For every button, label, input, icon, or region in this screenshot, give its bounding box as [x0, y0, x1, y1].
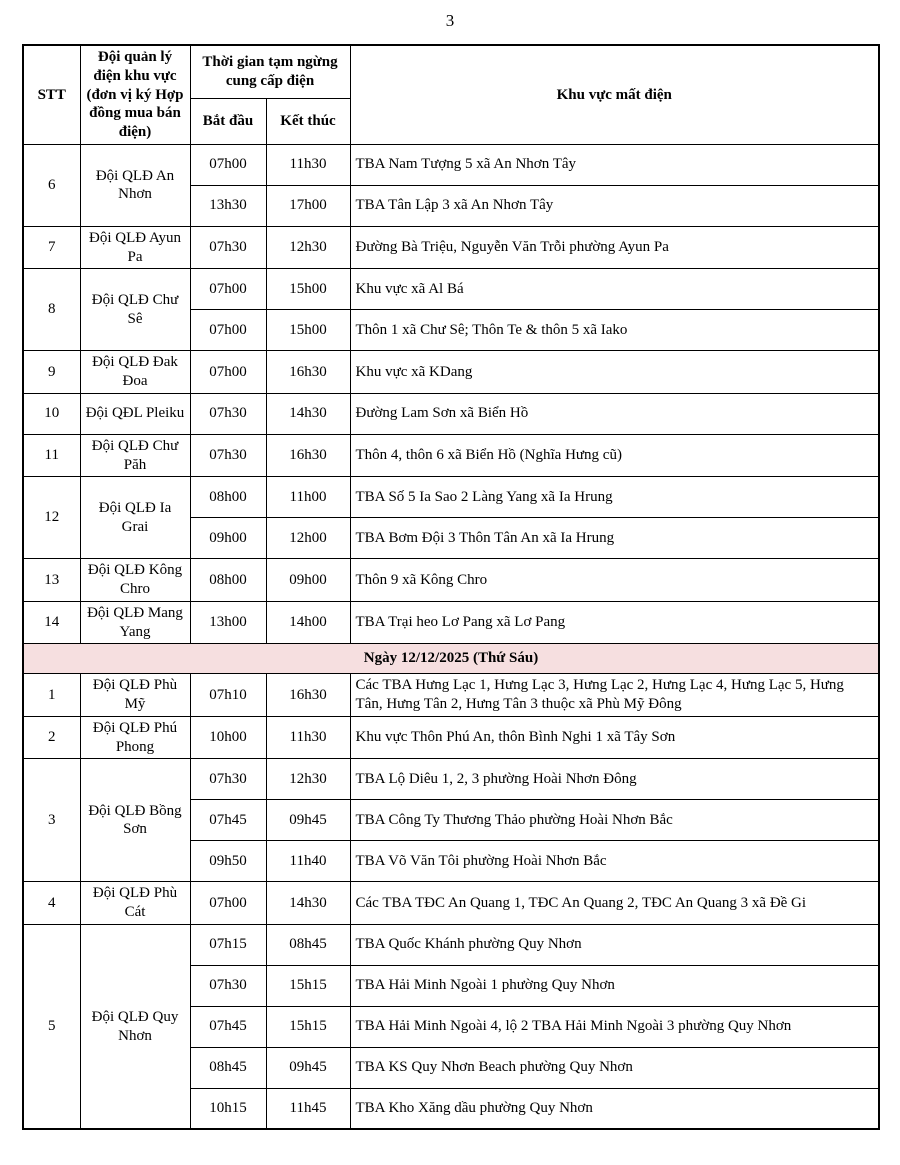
stt-cell: 2 — [23, 716, 80, 759]
stt-cell: 3 — [23, 759, 80, 882]
team-cell: Đội QLĐ Chư Păh — [80, 434, 190, 477]
start-time-cell: 07h00 — [190, 351, 266, 394]
start-time-cell: 08h00 — [190, 559, 266, 602]
start-time-cell: 07h15 — [190, 924, 266, 965]
end-time-cell: 08h45 — [266, 924, 350, 965]
header-team: Đội quản lý điện khu vực (đơn vị ký Hợp đồng mua bán điện) — [80, 45, 190, 144]
table-row — [23, 269, 879, 310]
stt-cell: 10 — [23, 393, 80, 434]
area-cell: Các TBA TĐC An Quang 1, TĐC An Quang 2, TĐC An Quang 3 xã Đề Gi — [350, 882, 879, 925]
area-cell: Khu vực xã Al Bá — [350, 269, 879, 310]
end-time-cell: 16h30 — [266, 674, 350, 717]
area-cell: Thôn 1 xã Chư Sê; Thôn Te & thôn 5 xã Iako — [350, 310, 879, 351]
team-cell: Đội QLĐ Đak Đoa — [80, 351, 190, 394]
table-row — [23, 924, 879, 965]
page-number: 3 — [445, 11, 455, 30]
header-time-group: Thời gian tạm ngừng cung cấp điện — [190, 45, 350, 98]
team-cell: Đội QLĐ Mang Yang — [80, 601, 190, 644]
start-time-cell: 07h00 — [190, 310, 266, 351]
table-row — [23, 559, 879, 602]
end-time-cell: 09h45 — [266, 1047, 350, 1088]
start-time-cell: 09h00 — [190, 518, 266, 559]
start-time-cell: 08h45 — [190, 1047, 266, 1088]
area-cell: TBA Quốc Khánh phường Quy Nhơn — [350, 924, 879, 965]
date-header-row — [23, 644, 879, 674]
area-cell: Các TBA Hưng Lạc 1, Hưng Lạc 3, Hưng Lạc 2, Hưng Lạc 4, Hưng Lạc 5, Hưng Tân, Hưng Tân 2, Hưng Tân 3 thuộc xã Phù Mỹ Đông — [350, 674, 879, 717]
end-time-cell: 14h30 — [266, 393, 350, 434]
stt-cell: 9 — [23, 351, 80, 394]
stt-cell: 1 — [23, 674, 80, 717]
outage-schedule-table — [22, 44, 880, 1130]
table-row — [23, 351, 879, 394]
area-cell: TBA Võ Văn Tôi phường Hoài Nhơn Bắc — [350, 841, 879, 882]
table-row — [23, 674, 879, 717]
start-time-cell: 13h00 — [190, 601, 266, 644]
start-time-cell: 07h45 — [190, 1006, 266, 1047]
area-cell: TBA Hải Minh Ngoài 1 phường Quy Nhơn — [350, 965, 879, 1006]
start-time-cell: 07h00 — [190, 882, 266, 925]
end-time-cell: 15h15 — [266, 1006, 350, 1047]
start-time-cell: 10h15 — [190, 1088, 266, 1129]
header-start-time: Bắt đầu — [190, 98, 266, 144]
area-cell: Thôn 9 xã Kông Chro — [350, 559, 879, 602]
team-cell: Đội QLĐ Quy Nhơn — [80, 924, 190, 1129]
end-time-cell: 16h30 — [266, 351, 350, 394]
stt-cell: 4 — [23, 882, 80, 925]
end-time-cell: 15h00 — [266, 310, 350, 351]
end-time-cell: 17h00 — [266, 185, 350, 226]
area-cell: TBA KS Quy Nhơn Beach phường Quy Nhơn — [350, 1047, 879, 1088]
end-time-cell: 11h45 — [266, 1088, 350, 1129]
team-cell: Đội QĐL Pleiku — [80, 393, 190, 434]
end-time-cell: 11h00 — [266, 477, 350, 518]
date-header-cell: Ngày 12/12/2025 (Thứ Sáu) — [23, 644, 879, 674]
area-cell: Thôn 4, thôn 6 xã Biển Hồ (Nghĩa Hưng cũ) — [350, 434, 879, 477]
start-time-cell: 07h30 — [190, 226, 266, 269]
end-time-cell: 15h00 — [266, 269, 350, 310]
start-time-cell: 10h00 — [190, 716, 266, 759]
start-time-cell: 07h30 — [190, 393, 266, 434]
header-end-time: Kết thúc — [266, 98, 350, 144]
start-time-cell: 07h10 — [190, 674, 266, 717]
table-row — [23, 601, 879, 644]
start-time-cell: 09h50 — [190, 841, 266, 882]
area-cell: TBA Công Ty Thương Thảo phường Hoài Nhơn Bắc — [350, 800, 879, 841]
start-time-cell: 13h30 — [190, 185, 266, 226]
stt-cell: 11 — [23, 434, 80, 477]
team-cell: Đội QLĐ Chư Sê — [80, 269, 190, 351]
end-time-cell: 12h00 — [266, 518, 350, 559]
team-cell: Đội QLĐ Phù Mỹ — [80, 674, 190, 717]
team-cell: Đội QLĐ Ia Grai — [80, 477, 190, 559]
table-row — [23, 759, 879, 800]
header-stt: STT — [23, 45, 80, 144]
team-cell: Đội QLĐ Kông Chro — [80, 559, 190, 602]
area-cell: Khu vực xã KDang — [350, 351, 879, 394]
area-cell: TBA Tân Lập 3 xã An Nhơn Tây — [350, 185, 879, 226]
team-cell: Đội QLĐ Bồng Sơn — [80, 759, 190, 882]
table-row — [23, 716, 879, 759]
area-cell: TBA Lộ Diêu 1, 2, 3 phường Hoài Nhơn Đông — [350, 759, 879, 800]
end-time-cell: 12h30 — [266, 759, 350, 800]
area-cell: Đường Bà Triệu, Nguyễn Văn Trỗi phường Ayun Pa — [350, 226, 879, 269]
end-time-cell: 14h30 — [266, 882, 350, 925]
stt-cell: 12 — [23, 477, 80, 559]
table-row — [23, 226, 879, 269]
start-time-cell: 07h30 — [190, 759, 266, 800]
start-time-cell: 07h30 — [190, 434, 266, 477]
area-cell: TBA Số 5 Ia Sao 2 Làng Yang xã Ia Hrung — [350, 477, 879, 518]
stt-cell: 13 — [23, 559, 80, 602]
end-time-cell: 09h45 — [266, 800, 350, 841]
start-time-cell: 07h00 — [190, 144, 266, 185]
area-cell: TBA Bơm Đội 3 Thôn Tân An xã Ia Hrung — [350, 518, 879, 559]
area-cell: TBA Nam Tượng 5 xã An Nhơn Tây — [350, 144, 879, 185]
team-cell: Đội QLĐ An Nhơn — [80, 144, 190, 226]
table-row — [23, 882, 879, 925]
area-cell: Khu vực Thôn Phú An, thôn Bình Nghi 1 xã Tây Sơn — [350, 716, 879, 759]
end-time-cell: 12h30 — [266, 226, 350, 269]
stt-cell: 6 — [23, 144, 80, 226]
header-area: Khu vực mất điện — [350, 45, 879, 144]
stt-cell: 7 — [23, 226, 80, 269]
team-cell: Đội QLĐ Ayun Pa — [80, 226, 190, 269]
start-time-cell: 08h00 — [190, 477, 266, 518]
area-cell: TBA Kho Xăng dầu phường Quy Nhơn — [350, 1088, 879, 1129]
table-row — [23, 434, 879, 477]
stt-cell: 14 — [23, 601, 80, 644]
table-row — [23, 144, 879, 185]
start-time-cell: 07h00 — [190, 269, 266, 310]
stt-cell: 8 — [23, 269, 80, 351]
end-time-cell: 14h00 — [266, 601, 350, 644]
start-time-cell: 07h45 — [190, 800, 266, 841]
end-time-cell: 16h30 — [266, 434, 350, 477]
start-time-cell: 07h30 — [190, 965, 266, 1006]
area-cell: TBA Hải Minh Ngoài 4, lộ 2 TBA Hải Minh Ngoài 3 phường Quy Nhơn — [350, 1006, 879, 1047]
table-row — [23, 393, 879, 434]
area-cell: TBA Trại heo Lơ Pang xã Lơ Pang — [350, 601, 879, 644]
table-row — [23, 477, 879, 518]
team-cell: Đội QLĐ Phú Phong — [80, 716, 190, 759]
end-time-cell: 15h15 — [266, 965, 350, 1006]
area-cell: Đường Lam Sơn xã Biển Hồ — [350, 393, 879, 434]
end-time-cell: 11h30 — [266, 144, 350, 185]
end-time-cell: 09h00 — [266, 559, 350, 602]
team-cell: Đội QLĐ Phù Cát — [80, 882, 190, 925]
end-time-cell: 11h40 — [266, 841, 350, 882]
end-time-cell: 11h30 — [266, 716, 350, 759]
stt-cell: 5 — [23, 924, 80, 1129]
